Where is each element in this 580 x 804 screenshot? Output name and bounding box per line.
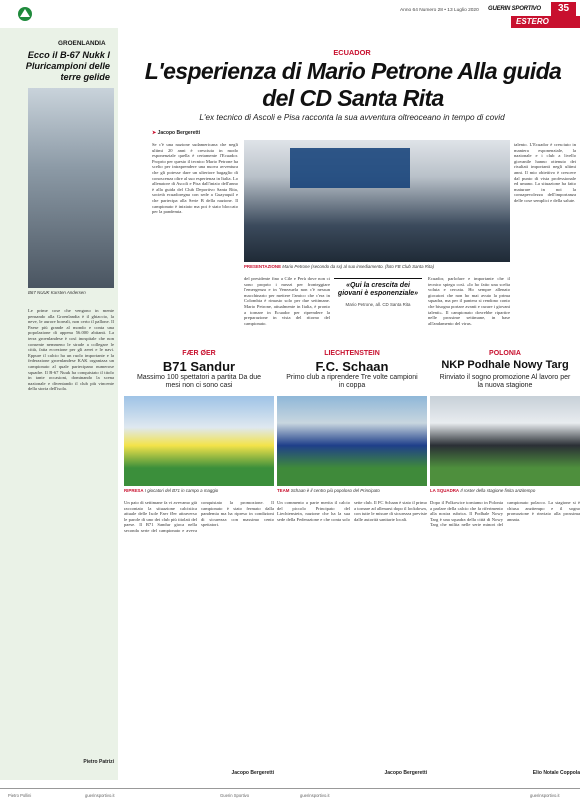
article-poland-sub: Rinviato il sogno promozione Al lavoro per la nuova stagione — [439, 374, 571, 390]
article-poland-caption-text: Il roster della stagione finita anzitempo — [460, 488, 536, 493]
author-arrow-icon: ➤ — [152, 130, 158, 136]
article-faroe-caption — [124, 488, 274, 493]
main-author — [152, 130, 200, 136]
article-liechtenstein-author: Jacopo Bergeretti — [384, 770, 427, 776]
main-col4: talento. L'Ecuador è cresciuto in maniera esponenziale, la nazionale e i club a livello giovanile hanno ottenuto dei risultati importanti negli ultimi anni. Il mio obiettivo è crescere dal punto di vista professionale ed umano. La situazione ha fatto maturare in noi la consapevolezza dell'importanza delle cose semplici e della salute. — [514, 142, 576, 203]
main-author-name: Jacopo Bergeretti — [157, 130, 201, 136]
pull-quote — [334, 278, 422, 307]
sidebar-country: GROENLANDIA — [58, 40, 106, 47]
article-poland-team: NKP Podhale Nowy Targ — [441, 359, 569, 371]
pull-quote-text: «Qui la crescita dei giovani è esponenziale» — [337, 282, 419, 298]
main-photo-caption-text: Mario Petrone (secondo da sx) al suo insediamento. (foto FB Club Santa Rita) — [282, 264, 435, 269]
article-liechtenstein-caption — [277, 488, 427, 493]
sidebar-headline: Ecco il B-67 Nukk l Pluricampioni delle terre gelide — [25, 50, 110, 82]
article-liechtenstein-team: F.C. Schaan — [315, 359, 389, 374]
bottom-articles — [124, 350, 580, 780]
issue-info: Anno 64 Numero 28 • 13 Luglio 2020 — [400, 8, 479, 13]
article-poland-caption — [430, 488, 580, 493]
main-col3: Ecuador, parlofare e importante che il tecnico spiega così. «Io ho fatto una scelta voluta e cercata. Ho sempre allenato giocatori che non ho mai avuto la prima squadra, ma per il pantera si rendono conto che bisogna portare avanti e curare i giovani talenti». Il campionato dovrebbe ripartire nelle prossime settimane, in base all'andamento del virus. — [428, 276, 510, 326]
section-label: ESTERO — [516, 17, 549, 26]
article-faroe-author: Jacopo Bergeretti — [231, 770, 274, 776]
footer-left-2: guerinsportivo.it — [85, 793, 115, 798]
article-poland-author: Elio Notale Coppola — [532, 770, 580, 776]
footer-right: guerinsportivo.it — [530, 793, 560, 798]
sidebar-photo — [28, 88, 114, 288]
article-liechtenstein-photo — [277, 396, 427, 486]
article-liechtenstein-body: Un commento a parte merita il calcio del piccolo Principato del Liechtenstein, nazione che ha la sua sede della Federazione e che conta solo sette club. Il FC Schaan è stato il primo a tornare ad allenarsi dopo il lockdown, con tutte le misure di sicurezza previste dalle autorità sanitarie locali. — [277, 500, 427, 522]
sidebar-body: Le prime cose che vengono in mente pensando alla Groenlandia è il ghiaccio, la neve, le aurore boreali, non certo il pallone. Il Paese più grande al mondo e conta una popolazione di appena 56.000 abitanti. La terra groenlandese è così inospitale che non consente nemmeno le strade a collegare le città, fatta eccezione per gli aerei e le navi. Eppure il calcio ha un ruolo importante e la federazione groenlandese KAK organizza un campionato al quale partecipano numerose squadre. Il B-67 Nuuk ha conquistato il titolo in tante occasioni, dominando la scena nazionale e diventando il club più vincente della storia dell'isola. — [28, 308, 114, 392]
main-title: L'esperienza di Mario Petrone Alla guida del CD Santa Rita — [144, 58, 562, 111]
footer — [0, 788, 580, 804]
main-kicker: ECUADOR — [333, 48, 371, 57]
article-liechtenstein-country: LIECHTENSTEIN — [324, 350, 380, 357]
header-logo-icon — [14, 5, 36, 23]
article-faroe-country: FÆR ØER — [182, 350, 216, 357]
footer-mid-1: Guerin Sportivo — [220, 793, 250, 798]
article-faroe-caption-label: RIPRESA — [124, 488, 144, 493]
page-number: 35 — [551, 2, 576, 16]
article-faroe — [124, 350, 274, 780]
section-bar — [511, 16, 580, 28]
main-photo-caption — [244, 264, 510, 269]
footer-left-1: Pietro Pollini — [8, 793, 32, 798]
article-poland-country: POLONIA — [489, 350, 521, 357]
main-col1: Se c'è una nazione sudamericana che negli ultimi 20 anni è cresciuta in modo esponenziale quella è certamente l'Ecuador. Proprio per questo il tecnico Mario Petrone ha scelto per intraprendere una nuova avventura che gli potesse dare un ulteriore bagaglio di conoscenza oltre al suo esperienza in Italia. Lo allenatore di Ascoli e Pisa dall'inizio dell'anno è alla guida del Club Deportivo Santa Rita, società ecuadoregna con sede a Guayaquil e che partecipa alla Serie B della nazione. Il campionato è iniziato ma poi è stato bloccato per la pandemia. — [152, 142, 238, 215]
main-photo-caption-label: PRESENTAZIONE — [244, 264, 281, 269]
sidebar-author: Pietro Patrizi — [83, 759, 114, 765]
article-faroe-photo — [124, 396, 274, 486]
pull-quote-author: Mario Petrone, all. CD Santa Rita — [345, 301, 411, 307]
header-bar — [0, 0, 580, 28]
article-liechtenstein — [277, 350, 427, 780]
article-poland-caption-label: LA SQUADRA — [430, 488, 460, 493]
sidebar — [0, 28, 118, 780]
article-poland-body: Dopo il Polkowice torniamo in Polonia a parlare della calcio che fa riferimento alla nostra rubrica. Il Podhale Nowy Targ è una squadra della città di Nowy Targ che milita nelle serie minori del campionato polacco. La stagione si è chiusa anzitempo e il sogno promozione è rinviato alla prossima annata. — [430, 500, 580, 528]
article-faroe-team: B71 Sandur — [162, 359, 236, 374]
article-poland-photo — [430, 396, 580, 486]
article-faroe-body: Un paio di settimane fa vi avevamo già raccontato la situazione calcistica attuale delle Isole Faer Øer attraverso le parole di uno dei club più titolati del paese. Il B71 Sandur gioca nella seconda serie del campionato e aveva conquistato la promozione. Il campionato è stato fermato dalla pandemia ma ha ripreso in condizioni di sicurezza con massimo cento spettatori. — [124, 500, 274, 533]
sidebar-photo-caption: B67 NUUK Karsten Andersen — [28, 290, 86, 295]
article-faroe-sub: Massimo 100 spettatori a partita Da due mesi non ci sono casi — [136, 374, 262, 390]
main-photo-screen — [290, 148, 410, 188]
brand-logo: GUERIN SPORTIVO — [488, 6, 541, 12]
article-liechtenstein-sub: Primo club a riprendere Tre volte campioni in coppa — [286, 374, 418, 390]
main-col2: del presidente fino a Cile e Perù dove non ci sono proprio i mezzi per fronteggiare l'emergenza e in Venezuela non c'è nessun macchinario per mettere l'amico che c'era in Colombia è rimasto solo per due settimane. Mario Petrone, attualmente in Italia, è pronto a tornare in Ecuador per riprendere la preparazione in vista del ritorno del campionato. — [244, 276, 330, 326]
footer-mid-2: guerinsportivo.it — [300, 793, 330, 798]
article-liechtenstein-caption-label: TEAM — [277, 488, 290, 493]
main-subtitle: L'ex tecnico di Ascoli e Pisa racconta la sua avventura oltreoceano in tempo di covid — [199, 113, 505, 122]
article-poland — [430, 350, 580, 780]
article-liechtenstein-caption-text: Schaan è il centro più popoloso del Principato — [290, 488, 380, 493]
article-faroe-caption-text: I giocatori del B71 in campo a maggio — [144, 488, 219, 493]
